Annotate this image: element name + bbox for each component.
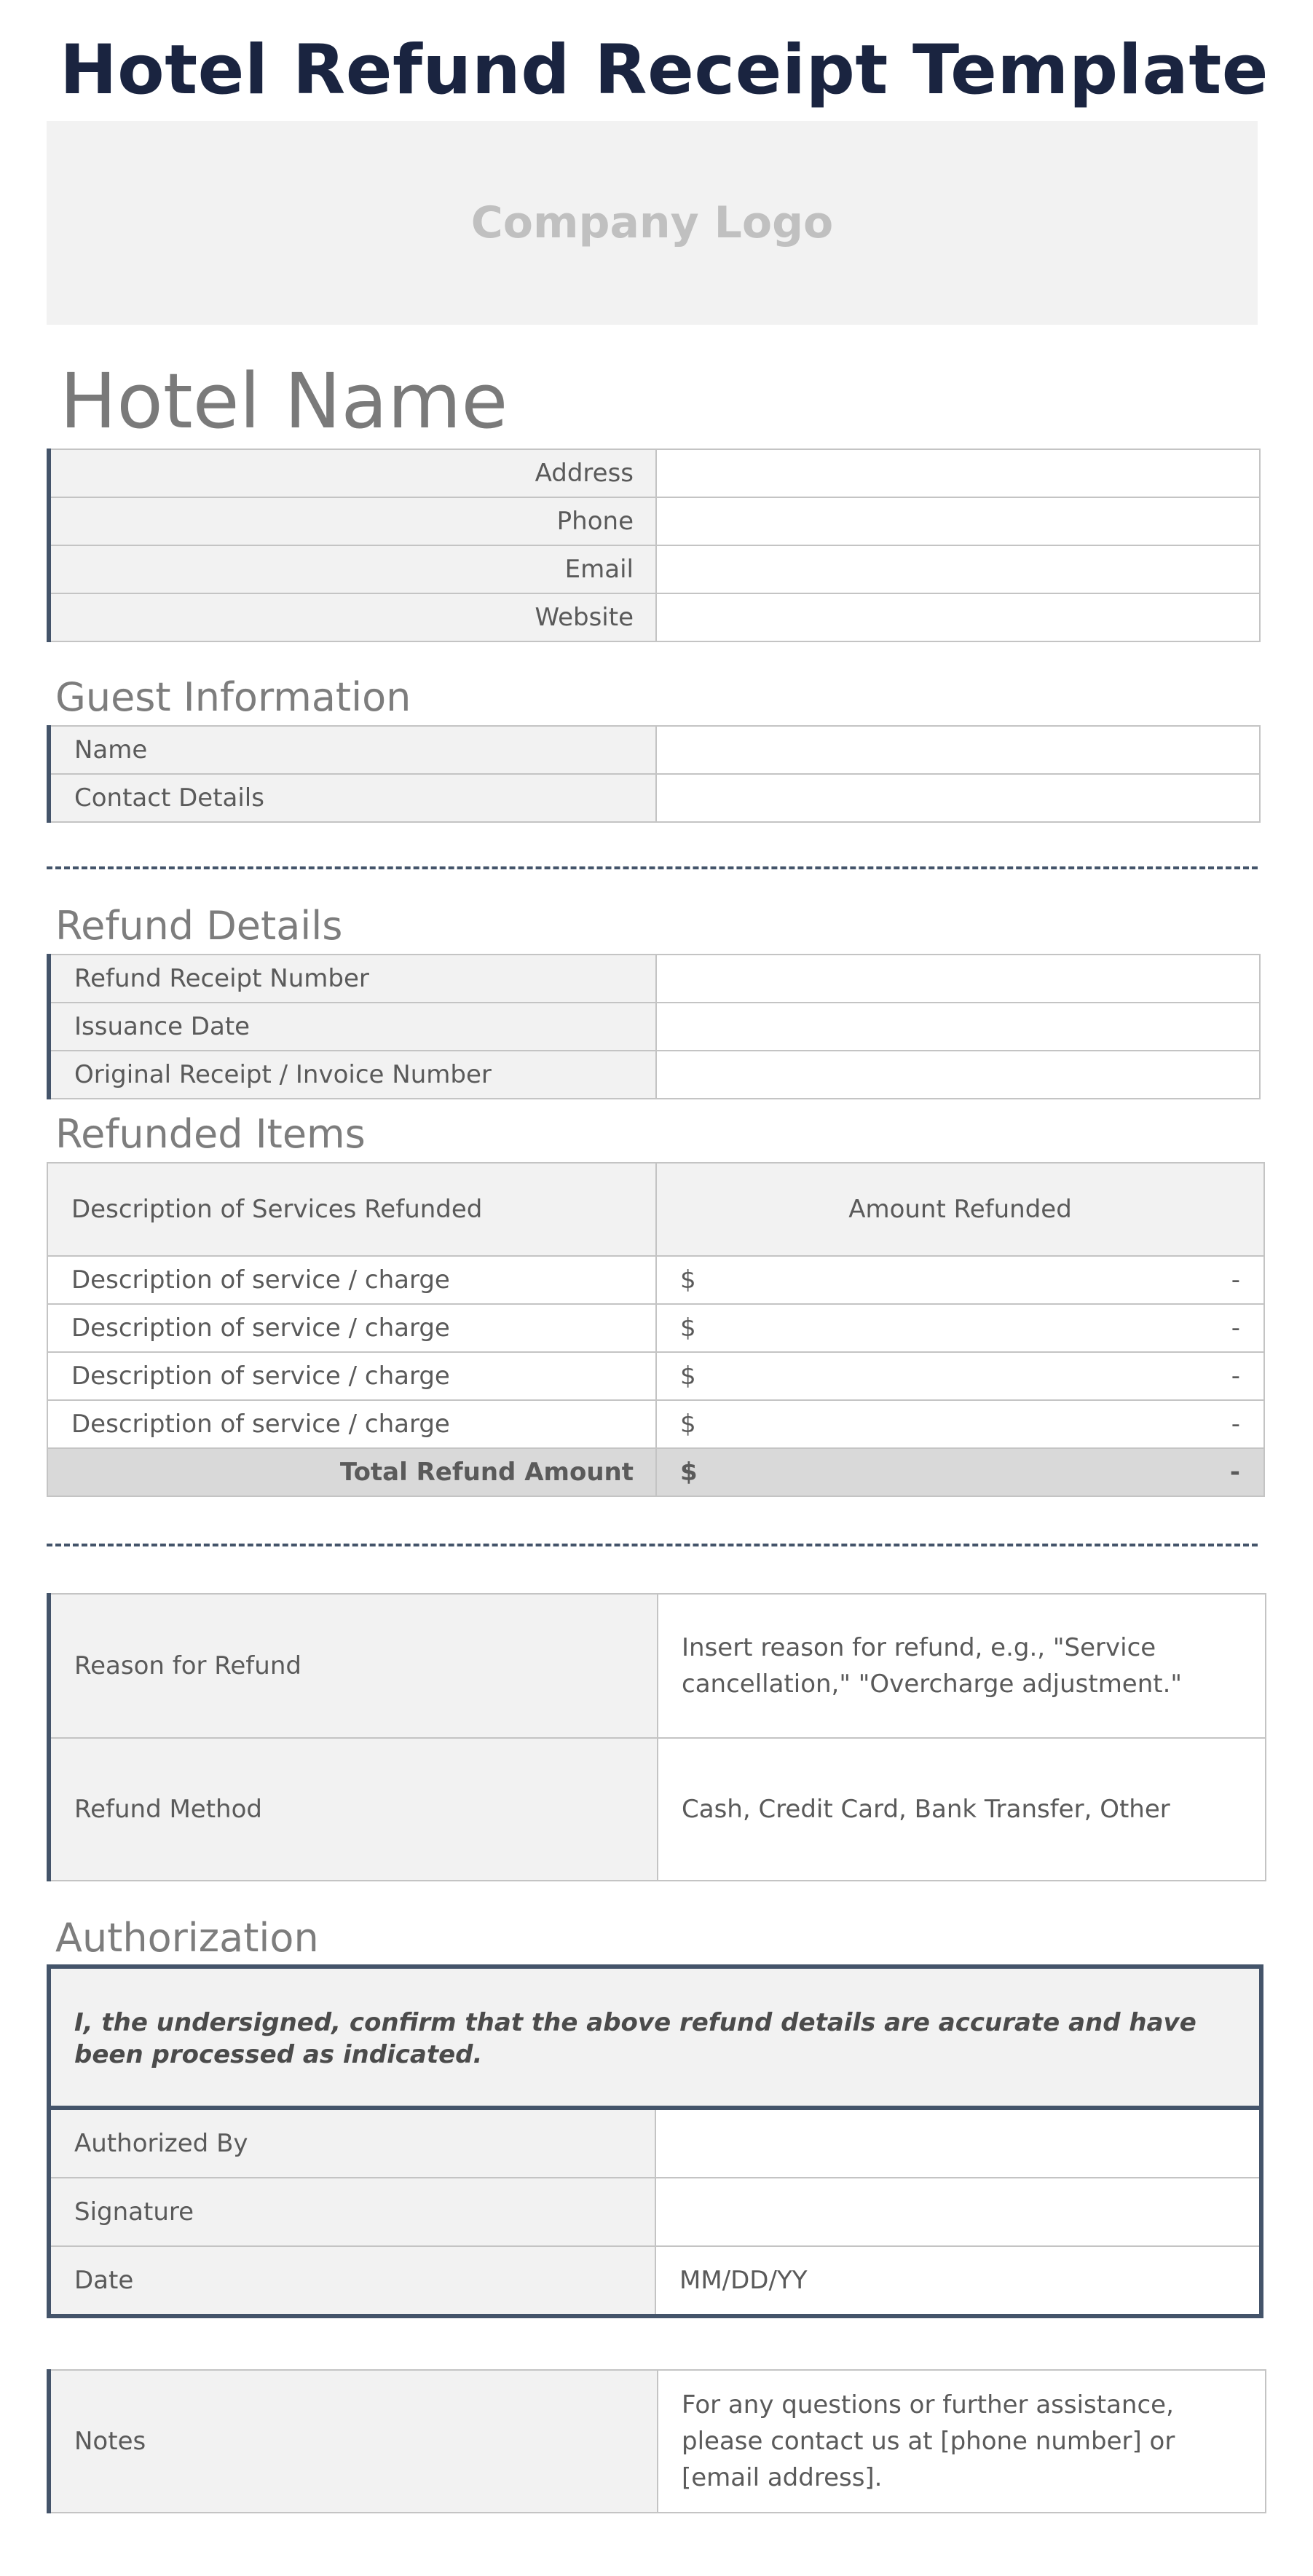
currency-symbol: $ bbox=[680, 1410, 696, 1439]
refund-reason-table bbox=[47, 1593, 1266, 1881]
item-description[interactable]: Description of service / charge bbox=[47, 1304, 656, 1352]
table-row bbox=[47, 1400, 1264, 1448]
contact-details-field[interactable] bbox=[656, 774, 1260, 822]
table-row bbox=[51, 2246, 1259, 2314]
address-field[interactable] bbox=[656, 449, 1260, 497]
table-row bbox=[49, 2370, 1266, 2513]
item-amount[interactable] bbox=[656, 1352, 1264, 1400]
notes-table bbox=[47, 2369, 1266, 2513]
authorized-by-label: Authorized By bbox=[51, 2110, 655, 2178]
table-row bbox=[49, 449, 1260, 497]
authorization-statement: I, the undersigned, confirm that the above refund details are accurate and have been processed as indicated. bbox=[51, 1969, 1259, 2110]
company-logo-placeholder[interactable] bbox=[47, 121, 1258, 325]
notes-field[interactable]: For any questions or further assistance, please contact us at [phone number] or [email address]. bbox=[658, 2370, 1266, 2513]
authorization-box bbox=[47, 1964, 1263, 2318]
date-label: Date bbox=[51, 2246, 655, 2314]
refund-details-title: Refund Details bbox=[55, 903, 343, 949]
item-amount[interactable] bbox=[656, 1256, 1264, 1304]
refunded-items-table bbox=[47, 1162, 1265, 1497]
currency-symbol: $ bbox=[680, 1265, 696, 1295]
table-row bbox=[51, 2110, 1259, 2178]
reason-for-refund-label: Reason for Refund bbox=[49, 1594, 658, 1738]
total-refund-amount bbox=[656, 1448, 1264, 1496]
refund-details-table bbox=[47, 954, 1261, 1099]
item-amount[interactable] bbox=[656, 1400, 1264, 1448]
table-row bbox=[47, 1256, 1264, 1304]
authorized-by-field[interactable] bbox=[655, 2110, 1259, 2178]
item-description[interactable]: Description of service / charge bbox=[47, 1400, 656, 1448]
currency-symbol: $ bbox=[680, 1458, 698, 1487]
amount-column-header: Amount Refunded bbox=[656, 1163, 1264, 1256]
guest-name-label: Name bbox=[49, 726, 656, 774]
table-row bbox=[49, 1003, 1260, 1051]
website-label: Website bbox=[49, 593, 656, 641]
dashed-divider bbox=[47, 1544, 1258, 1546]
date-field[interactable]: MM/DD/YY bbox=[655, 2246, 1259, 2314]
hotel-info-table bbox=[47, 449, 1261, 642]
table-row bbox=[49, 774, 1260, 822]
company-logo-text: Company Logo bbox=[470, 197, 834, 248]
refund-method-field[interactable]: Cash, Credit Card, Bank Transfer, Other bbox=[658, 1738, 1266, 1881]
notes-label: Notes bbox=[49, 2370, 658, 2513]
table-row bbox=[49, 1051, 1260, 1099]
reason-for-refund-field[interactable]: Insert reason for refund, e.g., "Service cancellation," "Overcharge adjustment." bbox=[658, 1594, 1266, 1738]
amount-value: - bbox=[1231, 1362, 1240, 1391]
refunded-items-title: Refunded Items bbox=[55, 1111, 366, 1157]
table-row bbox=[49, 1594, 1266, 1738]
total-row bbox=[47, 1448, 1264, 1496]
original-receipt-number-field[interactable] bbox=[656, 1051, 1260, 1099]
table-row bbox=[51, 2178, 1259, 2246]
table-row bbox=[49, 955, 1260, 1003]
signature-field[interactable] bbox=[655, 2178, 1259, 2246]
guest-info-title: Guest Information bbox=[55, 674, 411, 720]
email-field[interactable] bbox=[656, 545, 1260, 593]
amount-value: - bbox=[1231, 1265, 1240, 1295]
currency-symbol: $ bbox=[680, 1313, 696, 1343]
refund-method-label: Refund Method bbox=[49, 1738, 658, 1881]
table-row bbox=[49, 497, 1260, 545]
address-label: Address bbox=[49, 449, 656, 497]
table-row bbox=[49, 593, 1260, 641]
total-refund-label: Total Refund Amount bbox=[47, 1448, 656, 1496]
guest-name-field[interactable] bbox=[656, 726, 1260, 774]
issuance-date-field[interactable] bbox=[656, 1003, 1260, 1051]
amount-value: - bbox=[1231, 1313, 1240, 1343]
item-description[interactable]: Description of service / charge bbox=[47, 1352, 656, 1400]
refund-receipt-number-label: Refund Receipt Number bbox=[49, 955, 656, 1003]
currency-symbol: $ bbox=[680, 1362, 696, 1391]
table-row bbox=[49, 1738, 1266, 1881]
hotel-name: Hotel Name bbox=[60, 357, 508, 446]
amount-value: - bbox=[1231, 1410, 1240, 1439]
issuance-date-label: Issuance Date bbox=[49, 1003, 656, 1051]
phone-field[interactable] bbox=[656, 497, 1260, 545]
refund-receipt-number-field[interactable] bbox=[656, 955, 1260, 1003]
description-column-header: Description of Services Refunded bbox=[47, 1163, 656, 1256]
table-header-row bbox=[47, 1163, 1264, 1256]
authorization-table bbox=[51, 2110, 1259, 2314]
signature-label: Signature bbox=[51, 2178, 655, 2246]
email-label: Email bbox=[49, 545, 656, 593]
total-amount-value: - bbox=[1229, 1458, 1240, 1487]
authorization-title: Authorization bbox=[55, 1915, 319, 1961]
table-row bbox=[47, 1304, 1264, 1352]
contact-details-label: Contact Details bbox=[49, 774, 656, 822]
original-receipt-number-label: Original Receipt / Invoice Number bbox=[49, 1051, 656, 1099]
item-amount[interactable] bbox=[656, 1304, 1264, 1352]
guest-info-table bbox=[47, 725, 1261, 823]
table-row bbox=[49, 726, 1260, 774]
phone-label: Phone bbox=[49, 497, 656, 545]
table-row bbox=[47, 1352, 1264, 1400]
page-title: Hotel Refund Receipt Template bbox=[60, 31, 1269, 110]
item-description[interactable]: Description of service / charge bbox=[47, 1256, 656, 1304]
website-field[interactable] bbox=[656, 593, 1260, 641]
table-row bbox=[49, 545, 1260, 593]
dashed-divider bbox=[47, 866, 1258, 869]
